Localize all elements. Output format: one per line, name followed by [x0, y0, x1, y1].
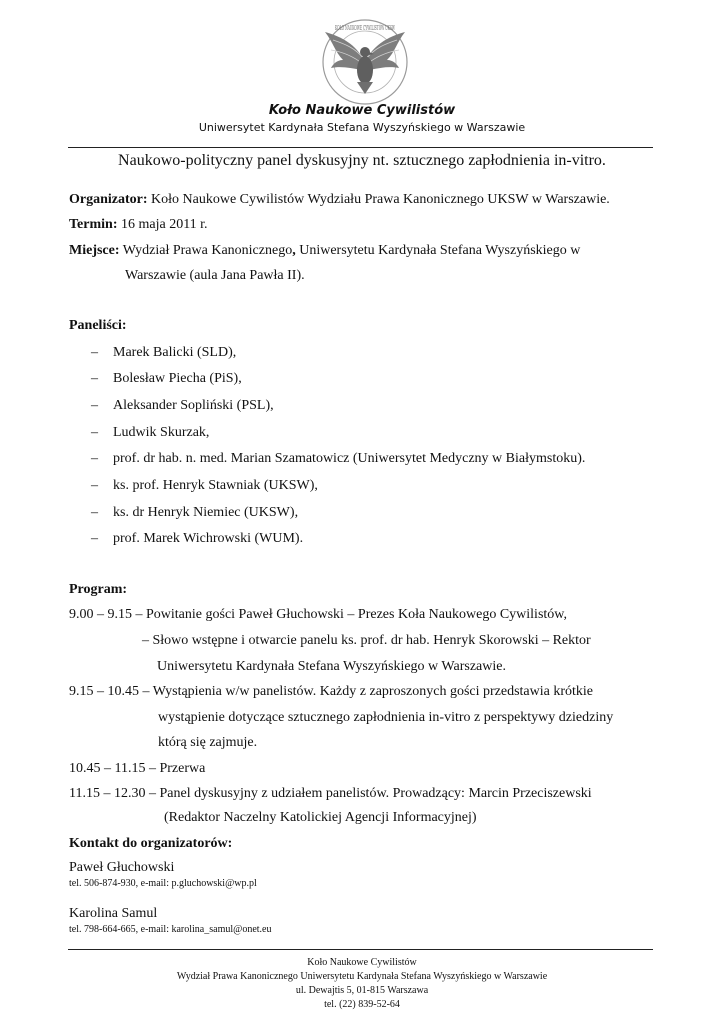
- panelist-name: Marek Balicki (SLD),: [113, 345, 237, 360]
- list-item: [69, 451, 649, 469]
- organizer-line: [69, 192, 610, 208]
- list-item: [69, 478, 629, 496]
- organizer-label: Organizator:: [69, 192, 148, 207]
- program-line: 11.15 – 12.30 – Panel dyskusyjny z udziałem panelistów. Prowadzący: Marcin Przeciszewski: [69, 786, 592, 801]
- list-item: [69, 371, 629, 389]
- list-bullet: –: [91, 371, 98, 386]
- list-bullet: –: [91, 451, 98, 466]
- eagle-seal-logo: [317, 18, 456, 108]
- program-heading: Program:: [69, 582, 128, 597]
- panelists-heading: Paneliści:: [69, 318, 127, 333]
- panelist-name: Aleksander Sopliński (PSL),: [113, 398, 274, 413]
- place-value-cont: Uniwersytetu Kardynała Stefana Wyszyńskiego w: [295, 243, 581, 258]
- panelist-name: ks. dr Henryk Niemiec (UKSW),: [113, 505, 299, 520]
- list-bullet: –: [91, 478, 98, 493]
- panelist-name: ks. prof. Henryk Stawniak (UKSW),: [113, 478, 318, 493]
- footer-faculty: Wydział Prawa Kanonicznego Uniwersytetu Kardynała Stefana Wyszyńskiego w Warszawie: [176, 971, 548, 982]
- contact-name: Karolina Samul: [69, 906, 158, 921]
- list-item: [69, 425, 629, 443]
- list-bullet: –: [91, 531, 98, 546]
- organizer-value: Koło Naukowe Cywilistów Wydziału Prawa Kanonicznego UKSW w Warszawie.: [147, 192, 610, 207]
- panelist-name: Bolesław Piecha (PiS),: [113, 371, 242, 386]
- date-line: [69, 217, 208, 233]
- program-line: którą się zajmuje.: [158, 735, 258, 750]
- place-comma: ,: [292, 243, 296, 258]
- program-line: (Redaktor Naczelny Katolickiej Agencji Informacyjnej): [164, 810, 477, 825]
- contact-name: Paweł Głuchowski: [69, 860, 175, 875]
- place-label: Miejsce:: [69, 243, 120, 258]
- list-item: [69, 398, 629, 416]
- page-title: Naukowo-polityczny panel dyskusyjny nt. sztucznego zapłodnienia in-vitro.: [118, 152, 606, 169]
- list-item: [69, 345, 629, 363]
- date-value: 16 maja 2011 r.: [117, 217, 208, 232]
- panelist-name: Ludwik Skurzak,: [113, 425, 210, 440]
- list-item: [69, 505, 629, 523]
- list-bullet: –: [91, 425, 98, 440]
- logo-ring-text: KOŁO NAUKOWE CYWILISTÓW UKSW: [335, 25, 456, 32]
- list-bullet: –: [91, 505, 98, 520]
- program-line: wystąpienie dotyczące sztucznego zapłodnienia in-vitro z perspektywy dziedziny: [158, 710, 614, 725]
- program-line: 9.15 – 10.45 – Wystąpienia w/w panelistów. Każdy z zaproszonych gości przedstawia krótkie: [69, 684, 594, 699]
- program-line: 10.45 – 11.15 – Przerwa: [69, 761, 206, 776]
- header-divider: [68, 147, 653, 148]
- list-bullet: –: [91, 398, 98, 413]
- date-label: Termin:: [69, 217, 118, 232]
- contact-heading: Kontakt do organizatorów:: [69, 836, 233, 851]
- footer-org: Koło Naukowe Cywilistów: [307, 957, 417, 968]
- org-name: Koło Naukowe Cywilistów: [268, 103, 456, 118]
- place-value: Wydział Prawa Kanonicznego: [119, 243, 293, 258]
- program-line: 9.00 – 9.15 – Powitanie gości Paweł Głuchowski – Prezes Koła Naukowego Cywilistów,: [69, 607, 567, 622]
- program-line: Uniwersytetu Kardynała Stefana Wyszyńskiego w Warszawie.: [157, 659, 506, 674]
- panelist-name: prof. Marek Wichrowski (WUM).: [113, 531, 304, 546]
- contact-details: tel. 506-874-930, e-mail: p.gluchowski@wp.pl: [69, 878, 257, 889]
- footer-divider: [68, 949, 653, 950]
- place-line: [69, 243, 580, 259]
- contact-details: tel. 798-664-665, e-mail: karolina_samul@onet.eu: [69, 924, 272, 935]
- program-line: – Słowo wstępne i otwarcie panelu ks. prof. dr hab. Henryk Skorowski – Rektor: [142, 633, 591, 648]
- panelist-name: prof. dr hab. n. med. Marian Szamatowicz (Uniwersytet Medyczny w Białymstoku).: [113, 451, 586, 466]
- list-bullet: –: [91, 345, 98, 360]
- list-item: [69, 531, 629, 549]
- place-line-2: Warszawie (aula Jana Pawła II).: [125, 268, 305, 283]
- footer-phone: tel. (22) 839-52-64: [324, 999, 400, 1010]
- university-name: Uniwersytet Kardynała Stefana Wyszyńskiego w Warszawie: [198, 121, 526, 134]
- footer-address: ul. Dewajtis 5, 01-815 Warszawa: [295, 985, 429, 996]
